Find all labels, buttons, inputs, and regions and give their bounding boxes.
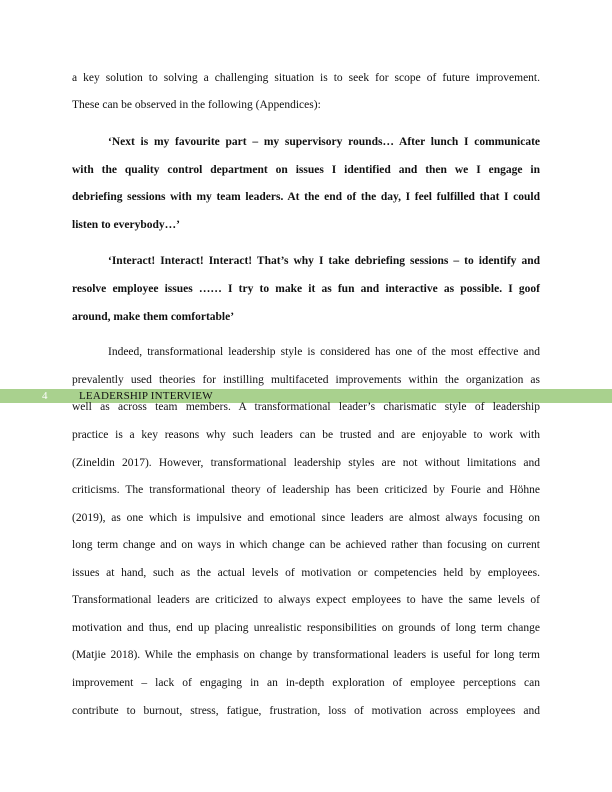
body-line: contribute to burnout, stress, fatigue, frustration, loss of motivation across employees and	[72, 705, 540, 717]
running-head: LEADERSHIP INTERVIEW	[79, 390, 213, 402]
quote-line: ‘Next is my favourite part – my supervisory rounds… After lunch I communicate	[108, 136, 540, 148]
body-line: (2019), as one which is impulsive and emotional since leaders are almost always focusing on	[72, 512, 540, 524]
body-line: a key solution to solving a challenging situation is to seek for scope of future improvement.	[72, 72, 540, 84]
body-line: issues at hand, such as the actual levels of motivation or competencies held by employees.	[72, 567, 540, 579]
body-line: Indeed, transformational leadership style is considered has one of the most effective and	[108, 346, 540, 358]
quote-line: with the quality control department on issues I identified and then we I engage in	[72, 164, 540, 176]
quote-line: around, make them comfortable’	[72, 311, 235, 323]
page-number: 4	[42, 390, 48, 402]
body-line: practice is a key reasons why such leaders can be trusted and are enjoyable to work with	[72, 429, 540, 441]
body-line: well as across team members. A transformational leader’s charismatic style of leadership	[72, 401, 540, 413]
quote-line: debriefing sessions with my team leaders. At the end of the day, I feel fulfilled that I could	[72, 191, 540, 203]
body-line: criticisms. The transformational theory of leadership has been criticized by Fourie and Höhne	[72, 484, 540, 496]
quote-line: ‘Interact! Interact! Interact! That’s why I take debriefing sessions – to identify and	[108, 255, 540, 267]
body-line: (Matjie 2018). While the emphasis on change by transformational leaders is useful for long term	[72, 649, 540, 661]
body-line: prevalently used theories for instilling multifaceted improvements within the organization as	[72, 374, 540, 386]
body-line: These can be observed in the following (Appendices):	[72, 99, 321, 111]
quote-line: listen to everybody…’	[72, 219, 180, 231]
quote-line: resolve employee issues …… I try to make it as fun and interactive as possible. I goof	[72, 283, 540, 295]
body-line: improvement – lack of engaging in an in-depth exploration of employee perceptions can	[72, 677, 540, 689]
body-line: motivation and thus, end up placing unrealistic responsibilities on grounds of long term change	[72, 622, 540, 634]
body-line: long term change and on ways in which change can be achieved rather than focusing on current	[72, 539, 540, 551]
body-line: (Zineldin 2017). However, transformational leadership styles are not without limitations and	[72, 457, 540, 469]
body-line: Transformational leaders are criticized to always expect employees to have the same levels of	[72, 594, 540, 606]
